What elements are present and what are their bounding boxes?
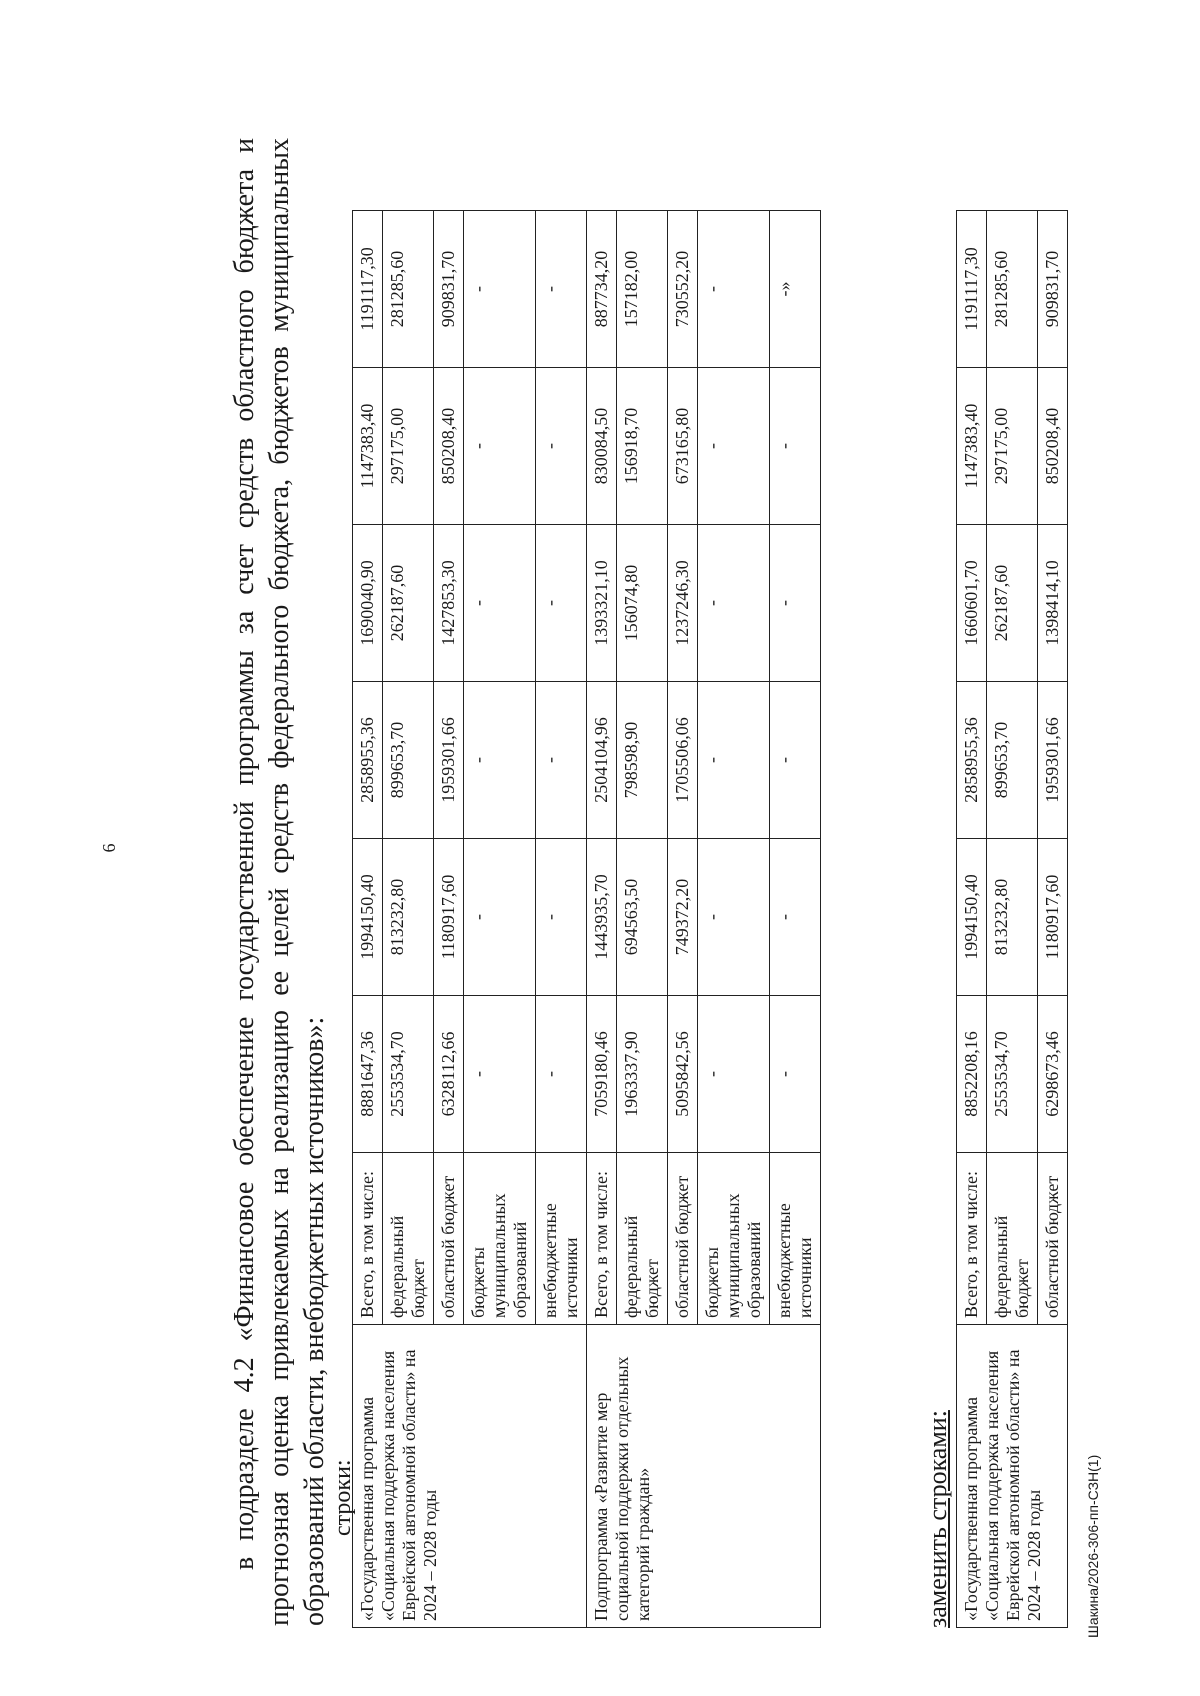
value-cell: 694563,50 — [617, 839, 668, 996]
value-cell: 1427853,30 — [434, 525, 464, 682]
value-cell: - — [536, 525, 587, 682]
value-cell: 909831,70 — [1038, 211, 1068, 368]
source-cell: областной бюджет — [1038, 1153, 1068, 1325]
value-cell: 1959301,66 — [434, 682, 464, 839]
value-cell: - — [770, 996, 821, 1153]
value-cell: - — [464, 996, 536, 1153]
source-cell: Всего, в том числе: — [587, 1153, 617, 1325]
value-cell: - — [770, 839, 821, 996]
rows-label: строки: — [330, 1459, 356, 1536]
value-cell: 899653,70 — [383, 682, 434, 839]
source-cell: федеральный бюджет — [987, 1153, 1038, 1325]
value-cell: 749372,20 — [668, 839, 698, 996]
value-cell: 1959301,66 — [1038, 682, 1068, 839]
value-cell: 297175,00 — [987, 368, 1038, 525]
value-cell: 899653,70 — [987, 682, 1038, 839]
value-cell: 830084,50 — [587, 368, 617, 525]
value-cell: 2553534,70 — [383, 996, 434, 1153]
source-cell: федеральный бюджет — [617, 1153, 668, 1325]
source-cell: областной бюджет — [668, 1153, 698, 1325]
value-cell: 2553534,70 — [987, 996, 1038, 1153]
document-code-footer: Шакина/2026-306-пп-СЗН(1) — [1085, 1454, 1101, 1638]
value-cell: 281285,60 — [987, 211, 1038, 368]
page-number: 6 — [99, 843, 119, 853]
value-cell: - — [770, 368, 821, 525]
source-cell: бюджеты муниципальных образований — [698, 1153, 770, 1325]
value-cell: 887734,20 — [587, 211, 617, 368]
value-cell: 909831,70 — [434, 211, 464, 368]
value-cell: 1180917,60 — [434, 839, 464, 996]
value-cell: - — [698, 211, 770, 368]
value-cell: 1191117,30 — [353, 211, 383, 368]
value-cell: 8881647,36 — [353, 996, 383, 1153]
value-cell: - — [464, 839, 536, 996]
table-row — [957, 211, 987, 1628]
value-cell: 1237246,30 — [668, 525, 698, 682]
table-row — [587, 211, 617, 1628]
value-cell: 673165,80 — [668, 368, 698, 525]
value-cell: 156074,80 — [617, 525, 668, 682]
value-cell: 850208,40 — [434, 368, 464, 525]
value-cell: 8852208,16 — [957, 996, 987, 1153]
value-cell: - — [698, 682, 770, 839]
financing-table-replacement — [956, 210, 1068, 1628]
source-cell: областной бюджет — [434, 1153, 464, 1325]
value-cell: - — [536, 839, 587, 996]
rotated-sheet — [85, 58, 1115, 1638]
value-cell: 813232,80 — [987, 839, 1038, 996]
value-cell: 262187,60 — [383, 525, 434, 682]
value-cell: 297175,00 — [383, 368, 434, 525]
value-cell: 1994150,40 — [957, 839, 987, 996]
value-cell: 6328112,66 — [434, 996, 464, 1153]
source-cell: Всего, в том числе: — [353, 1153, 383, 1325]
value-cell: 1690040,90 — [353, 525, 383, 682]
value-cell: 5095842,56 — [668, 996, 698, 1153]
value-cell: - — [698, 839, 770, 996]
program-cell: «Государственная программа «Социальная поддержка населения Еврейской автономной области» на 2024 – 2028 годы — [353, 1325, 587, 1628]
program-cell: Подпрограмма «Развитие мер социальной поддержки отдельных категорий граждан» — [587, 1325, 821, 1628]
value-cell: 1398414,10 — [1038, 525, 1068, 682]
source-cell: федеральный бюджет — [383, 1153, 434, 1325]
value-cell: 157182,00 — [617, 211, 668, 368]
value-cell: 262187,60 — [987, 525, 1038, 682]
value-cell: - — [464, 211, 536, 368]
value-cell: 2858955,36 — [353, 682, 383, 839]
value-cell: - — [536, 211, 587, 368]
value-cell: 730552,20 — [668, 211, 698, 368]
source-cell: внебюджетные источники — [770, 1153, 821, 1325]
value-cell: 1994150,40 — [353, 839, 383, 996]
value-cell: 2504104,96 — [587, 682, 617, 839]
value-cell: - — [698, 996, 770, 1153]
table-row — [353, 211, 383, 1628]
value-cell: - — [698, 368, 770, 525]
value-cell: - — [464, 525, 536, 682]
value-cell: 850208,40 — [1038, 368, 1068, 525]
value-cell: - — [464, 368, 536, 525]
source-cell: Всего, в том числе: — [957, 1153, 987, 1325]
program-cell: «Государственная программа «Социальная поддержка населения Еврейской автономной области» на 2024 – 2028 годы — [957, 1325, 1068, 1628]
value-cell: 1393321,10 — [587, 525, 617, 682]
value-cell: 1147383,40 — [353, 368, 383, 525]
value-cell: - — [464, 682, 536, 839]
value-cell: 813232,80 — [383, 839, 434, 996]
source-cell: бюджеты муниципальных образований — [464, 1153, 536, 1325]
value-cell: 1705506,06 — [668, 682, 698, 839]
value-cell: - — [536, 682, 587, 839]
source-cell: внебюджетные источники — [536, 1153, 587, 1325]
value-cell: 6298673,46 — [1038, 996, 1068, 1153]
value-cell: - — [698, 525, 770, 682]
value-cell: 1191117,30 — [957, 211, 987, 368]
value-cell: - — [536, 996, 587, 1153]
intro-paragraph: в подразделе 4.2 «Финансовое обеспечение государственной программы за счет средств областного бюджета и прогнозная оценка привлекаемых на реализацию ее целей средств федерального бюджета, бюджетов муниципальных образований области, внебюджетных источников»: — [229, 138, 330, 1626]
financing-table-original — [352, 210, 821, 1628]
value-cell: 1147383,40 — [957, 368, 987, 525]
value-cell: - — [770, 682, 821, 839]
value-cell: -» — [770, 211, 821, 368]
value-cell: 1963337,90 — [617, 996, 668, 1153]
value-cell: 2858955,36 — [957, 682, 987, 839]
value-cell: 281285,60 — [383, 211, 434, 368]
replace-label: заменить строками: — [923, 1410, 952, 1628]
value-cell: 798598,90 — [617, 682, 668, 839]
value-cell: 1660601,70 — [957, 525, 987, 682]
value-cell: 1443935,70 — [587, 839, 617, 996]
value-cell: - — [536, 368, 587, 525]
value-cell: 1180917,60 — [1038, 839, 1068, 996]
value-cell: 156918,70 — [617, 368, 668, 525]
value-cell: - — [770, 525, 821, 682]
value-cell: 7059180,46 — [587, 996, 617, 1153]
